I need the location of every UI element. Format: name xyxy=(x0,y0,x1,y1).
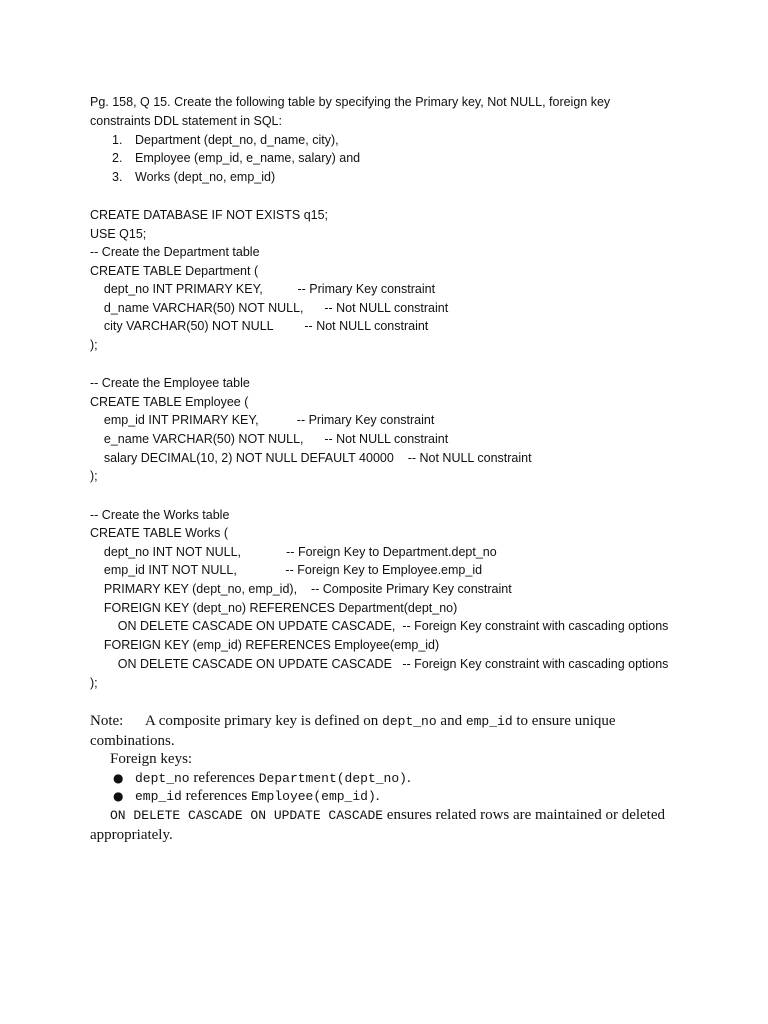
question-line-1: Pg. 158, Q 15. Create the following table by specifying the Primary key, Not NULL, foreign key xyxy=(90,95,611,109)
code-line: city VARCHAR(50) NOT NULL -- Not NULL constraint xyxy=(90,319,429,333)
question-line-2: constraints DDL statement in SQL: xyxy=(90,114,282,128)
note-text: A composite primary key is defined on xyxy=(145,713,383,729)
code-line: e_name VARCHAR(50) NOT NULL, -- Not NULL constraint xyxy=(90,432,449,446)
note-text: ensures related rows are maintained or deleted xyxy=(383,807,666,823)
code-line: USE Q15; xyxy=(90,227,147,241)
list-number: 2. xyxy=(112,151,123,165)
note-text: appropriately. xyxy=(90,827,173,843)
code-line: CREATE DATABASE IF NOT EXISTS q15; xyxy=(90,208,329,222)
inline-code: dept_no xyxy=(382,714,437,729)
note-text: to ensure unique xyxy=(512,713,616,729)
code-line: FOREIGN KEY (dept_no) REFERENCES Department(dept_no) xyxy=(90,601,458,615)
cascade-paragraph xyxy=(110,805,665,826)
code-line: ON DELETE CASCADE ON UPDATE CASCADE, -- Foreign Key constraint with cascading options xyxy=(90,619,669,633)
code-line: dept_no INT NOT NULL, -- Foreign Key to Department.dept_no xyxy=(90,545,497,559)
code-line: d_name VARCHAR(50) NOT NULL, -- Not NULL constraint xyxy=(90,301,449,315)
note-text: references xyxy=(181,788,251,804)
code-line: CREATE TABLE Department ( xyxy=(90,264,259,278)
note-text: . xyxy=(375,788,380,804)
list-item: Works (dept_no, emp_id) xyxy=(135,170,276,184)
list-number: 1. xyxy=(112,133,123,147)
list-number: 3. xyxy=(112,170,123,184)
list-item: Employee (emp_id, e_name, salary) and xyxy=(135,151,361,165)
bullet-icon: ● xyxy=(113,789,124,803)
list-item: Department (dept_no, d_name, city), xyxy=(135,133,339,147)
code-line: -- Create the Employee table xyxy=(90,376,250,390)
code-line: ); xyxy=(90,469,98,483)
note-text: . xyxy=(406,770,411,786)
code-line: FOREIGN KEY (emp_id) REFERENCES Employee(emp_id) xyxy=(90,638,440,652)
bullet-icon: ● xyxy=(113,771,124,785)
code-line: -- Create the Department table xyxy=(90,245,260,259)
code-line: CREATE TABLE Employee ( xyxy=(90,395,249,409)
inline-code: emp_id xyxy=(465,714,513,729)
note-text: combinations. xyxy=(90,733,175,749)
note-text: and xyxy=(436,713,466,729)
note-label: Note: xyxy=(90,713,124,729)
code-line: salary DECIMAL(10, 2) NOT NULL DEFAULT 40000 -- Not NULL constraint xyxy=(90,451,532,465)
inline-code: Employee(emp_id) xyxy=(250,789,376,804)
code-line: ); xyxy=(90,676,98,690)
code-line: ); xyxy=(90,338,98,352)
inline-code: ON DELETE CASCADE ON UPDATE CASCADE xyxy=(110,808,384,823)
code-line: emp_id INT PRIMARY KEY, -- Primary Key constraint xyxy=(90,413,435,427)
inline-code: emp_id xyxy=(135,789,182,804)
code-line: CREATE TABLE Works ( xyxy=(90,526,228,540)
code-line: -- Create the Works table xyxy=(90,508,230,522)
code-line: dept_no INT PRIMARY KEY, -- Primary Key constraint xyxy=(90,282,436,296)
inline-code: Department(dept_no) xyxy=(258,771,407,786)
inline-code: dept_no xyxy=(135,771,190,786)
code-line: ON DELETE CASCADE ON UPDATE CASCADE -- Foreign Key constraint with cascading options xyxy=(90,657,669,671)
code-line: PRIMARY KEY (dept_no, emp_id), -- Composite Primary Key constraint xyxy=(90,582,512,596)
code-line: emp_id INT NOT NULL, -- Foreign Key to Employee.emp_id xyxy=(90,563,483,577)
note-paragraph xyxy=(145,711,616,732)
note-text: references xyxy=(189,770,259,786)
foreign-keys-heading: Foreign keys: xyxy=(110,751,193,767)
bullet-item xyxy=(135,786,380,807)
